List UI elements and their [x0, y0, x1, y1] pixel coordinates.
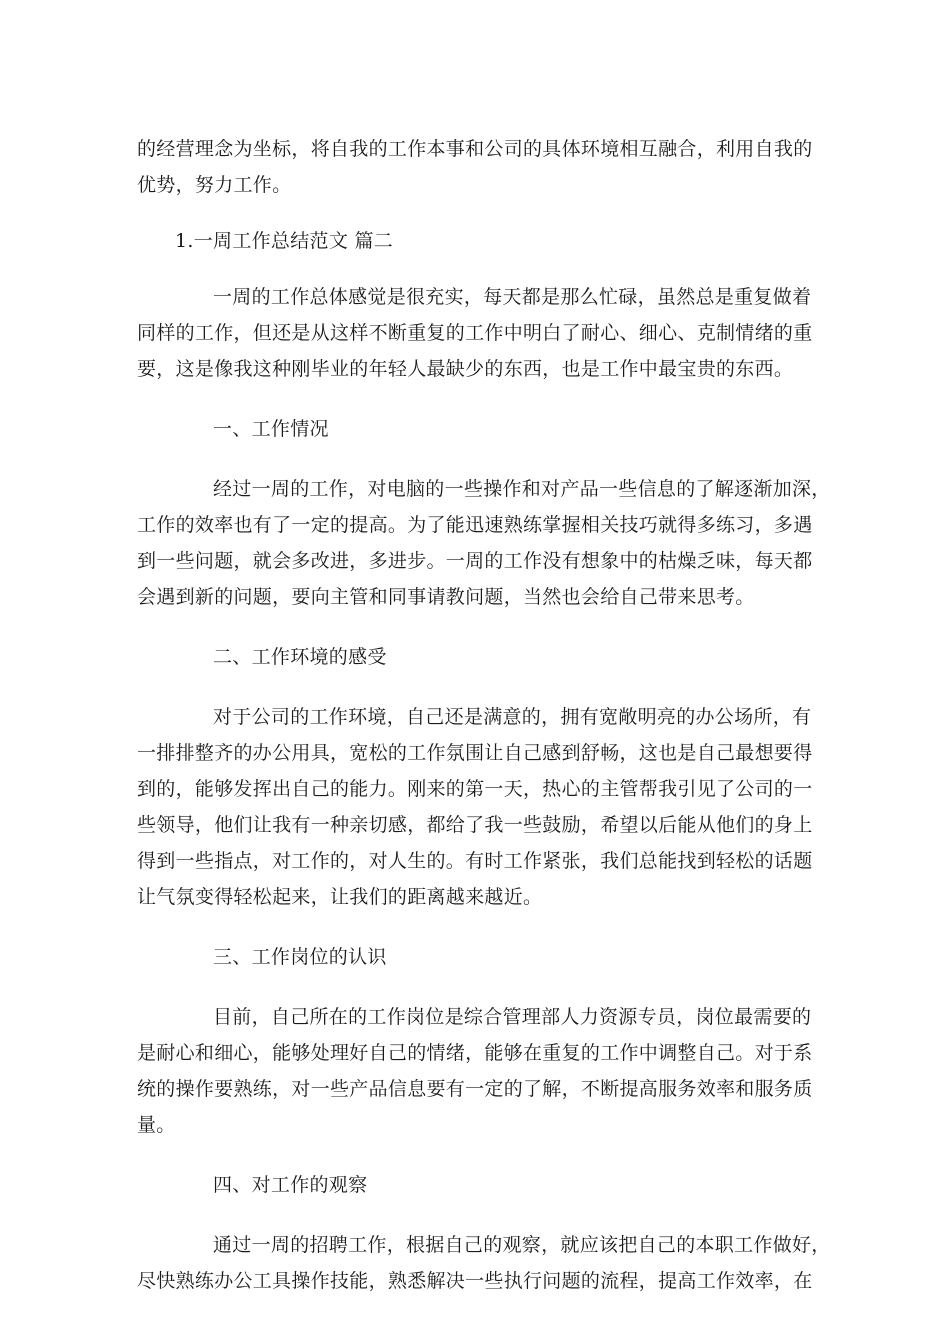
- paragraph: [137, 699, 821, 915]
- paragraph: [137, 999, 821, 1143]
- text-line: 一排排整齐的办公用具，宽松的工作氛围让自己感到舒畅，这也是自己最想要得: [137, 742, 813, 764]
- paragraph: [137, 1227, 831, 1299]
- text-line: 得到一些指点，对工作的，对人生的。有时工作紧张，我们总能找到轻松的话题: [137, 850, 813, 872]
- section-heading: 四、对工作的观察: [213, 1174, 368, 1196]
- text-line: 到一些问题，就会多改进，多进步。一周的工作没有想象中的枯燥乏味，每天都: [137, 550, 813, 572]
- text-line: 尽快熟练办公工具操作技能，熟悉解决一些执行问题的流程，提高工作效率，在: [137, 1270, 813, 1292]
- text-line: 是耐心和细心，能够处理好自己的情绪，能够在重复的工作中调整自己。对于系: [137, 1042, 813, 1064]
- text-line: 些领导，他们让我有一种亲切感，都给了我一些鼓励，希望以后能从他们的身上: [137, 814, 813, 836]
- text-line: 要，这是像我这种刚毕业的年轻人最缺少的东西，也是工作中最宝贵的东西。: [137, 358, 794, 380]
- text-line: 通过一周的招聘工作，根据自己的观察，就应该把自己的本职工作做好，: [213, 1234, 831, 1256]
- text-line: 一周的工作总体感觉是很充实，每天都是那么忙碌，虽然总是重复做着: [213, 286, 812, 308]
- text-line: 对于公司的工作环境，自己还是满意的，拥有宽敞明亮的办公场所，有: [213, 706, 812, 728]
- document-page: [137, 131, 831, 1299]
- paragraph: [137, 471, 831, 615]
- text-line: 统的操作要熟练，对一些产品信息要有一定的了解，不断提高服务效率和服务质: [137, 1078, 813, 1100]
- text-line: 工作的效率也有了一定的提高。为了能迅速熟练掌握相关技巧就得多练习，多遇: [137, 514, 813, 536]
- section-title: 1.一周工作总结范文 篇二: [175, 230, 394, 252]
- text-line: 同样的工作，但还是从这样不断重复的工作中明白了耐心、细心、克制情绪的重: [137, 322, 813, 344]
- section-heading: 一、工作情况: [213, 418, 329, 440]
- text-line: 的经营理念为坐标，将自我的工作本事和公司的具体环境相互融合，利用自我的: [137, 138, 813, 160]
- text-line: 经过一周的工作，对电脑的一些操作和对产品一些信息的了解逐渐加深，: [213, 478, 831, 500]
- section-heading: 二、工作环境的感受: [213, 646, 387, 668]
- text-line: 到的，能够发挥出自己的能力。刚来的第一天，热心的主管帮我引见了公司的一: [137, 778, 813, 800]
- paragraph: [137, 279, 821, 387]
- text-line: 让气氛变得轻松起来，让我们的距离越来越近。: [137, 886, 543, 908]
- intro-paragraph: [137, 131, 821, 203]
- text-line: 会遇到新的问题，要向主管和同事请教问题，当然也会给自己带来思考。: [137, 586, 755, 608]
- text-line: 量。: [137, 1114, 176, 1136]
- text-line: 目前，自己所在的工作岗位是综合管理部人力资源专员，岗位最需要的: [213, 1006, 812, 1028]
- section-heading: 三、工作岗位的认识: [213, 946, 387, 968]
- text-line: 优势，努力工作。: [137, 174, 292, 196]
